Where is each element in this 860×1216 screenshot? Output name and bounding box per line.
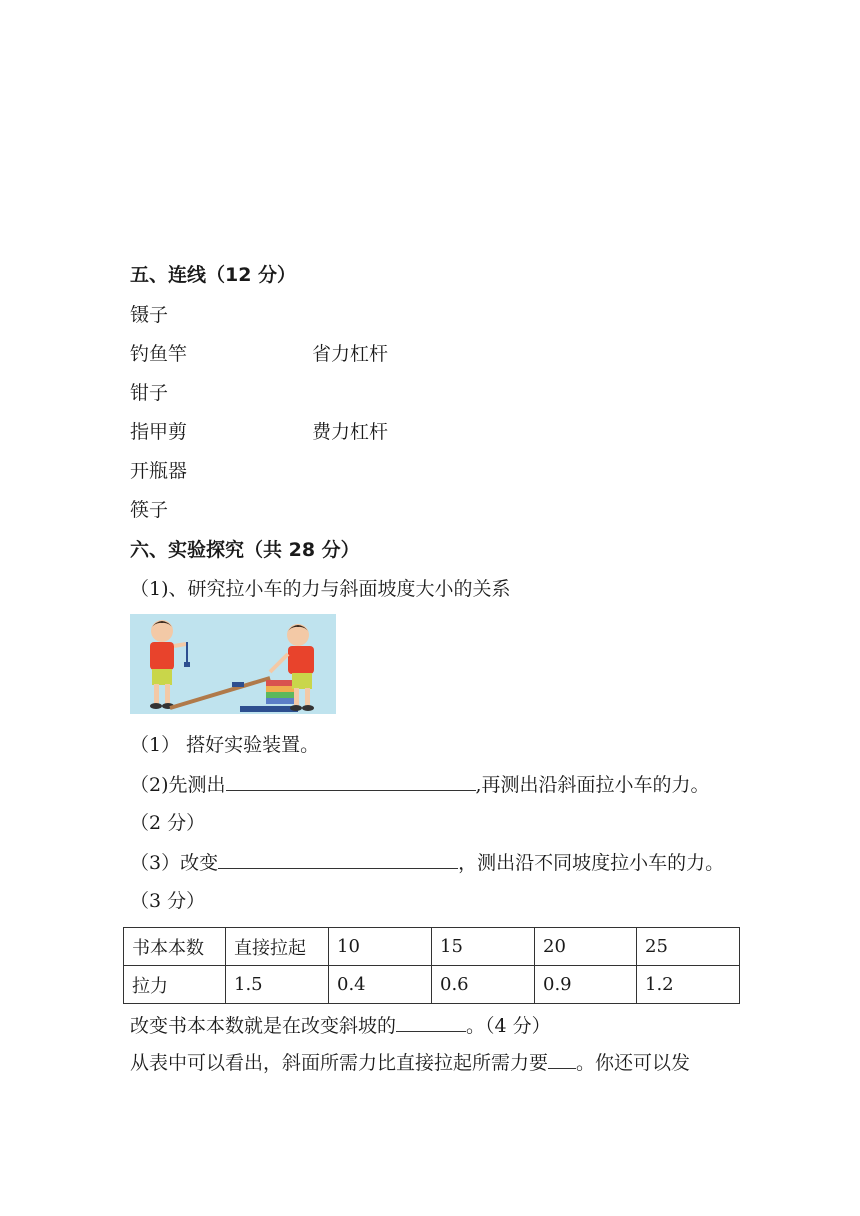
experiment-subtitle: （1)、研究拉小车的力与斜面坡度大小的关系 (130, 578, 511, 600)
match-left-item[interactable]: 筷子 (130, 499, 169, 521)
answer-blank[interactable] (548, 1050, 576, 1069)
table-cell: 1.2 (637, 966, 740, 1004)
match-right-item[interactable]: 省力杠杆 (312, 343, 389, 365)
section6-heading: 六、实验探究（共 28 分） (130, 539, 360, 561)
step-2 (130, 772, 710, 797)
step-2-score: （2 分） (130, 812, 206, 834)
step-1: （1） 搭好实验装置。 (130, 734, 320, 756)
question-slope-text-before: 改变书本本数就是在改变斜坡的 (130, 1015, 397, 1037)
step-3-text-before: （3）改变 (130, 852, 219, 874)
step-3-text-after: ，测出沿不同坡度拉小车的力。 (458, 852, 725, 874)
section5-heading: 五、连线（12 分） (130, 264, 297, 286)
table-cell: 10 (329, 928, 432, 966)
step-2-text-before: （2)先测出 (130, 774, 226, 796)
experiment-illustration (130, 614, 336, 714)
table-cell: 拉力 (124, 966, 226, 1004)
results-table (123, 927, 740, 1004)
question-force-text-after: 。你还可以发 (576, 1052, 691, 1074)
table-cell: 0.4 (329, 966, 432, 1004)
table-cell: 直接拉起 (226, 928, 329, 966)
table-cell: 15 (432, 928, 535, 966)
step-3 (130, 850, 724, 875)
match-left-item[interactable]: 指甲剪 (130, 421, 188, 443)
table-cell: 1.5 (226, 966, 329, 1004)
question-slope-text-after: 。（4 分） (466, 1015, 551, 1037)
table-row (124, 966, 740, 1004)
match-right-item[interactable]: 费力杠杆 (312, 421, 389, 443)
match-left-item[interactable]: 开瓶器 (130, 460, 188, 482)
table-cell: 书本本数 (124, 928, 226, 966)
match-left-item[interactable]: 钳子 (130, 382, 169, 404)
answer-blank[interactable] (396, 1013, 466, 1032)
table-row (124, 928, 740, 966)
step-3-score: （3 分） (130, 890, 206, 912)
step-2-text-after: ,再测出沿斜面拉小车的力。 (475, 774, 710, 796)
table-cell: 20 (535, 928, 637, 966)
table-cell: 0.9 (535, 966, 637, 1004)
table-cell: 25 (637, 928, 740, 966)
answer-blank[interactable] (226, 772, 476, 791)
question-force-text-before: 从表中可以看出，斜面所需力比直接拉起所需力要 (130, 1052, 549, 1074)
question-slope (130, 1013, 551, 1038)
table-cell: 0.6 (432, 966, 535, 1004)
match-left-item[interactable]: 钓鱼竿 (130, 343, 188, 365)
question-force (130, 1050, 690, 1075)
answer-blank[interactable] (218, 850, 458, 869)
match-left-item[interactable]: 镊子 (130, 304, 169, 326)
